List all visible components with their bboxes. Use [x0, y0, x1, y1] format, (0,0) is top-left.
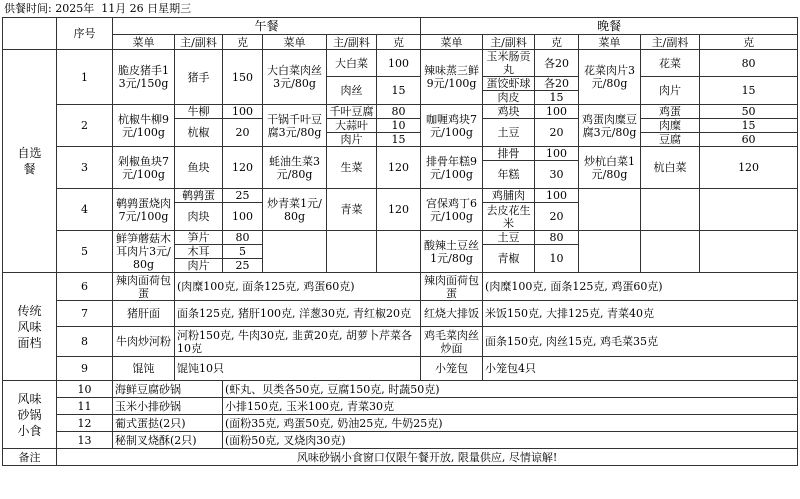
gram-cell	[377, 231, 421, 273]
ingredient-cell: 年糕	[483, 161, 535, 189]
gram-cell: 80	[377, 105, 421, 119]
lunch-dish-detail: 河粉150克, 牛肉30克, 韭黄20克, 胡萝卜芹菜各10克	[175, 327, 421, 357]
ingredient-cell: 木耳	[175, 245, 223, 259]
dish-name: 蚝油生菜3元/80g	[263, 147, 327, 189]
seq-header: 序号	[57, 18, 113, 50]
table-row	[3, 301, 798, 327]
table-row	[3, 415, 798, 432]
gram-cell: 100	[535, 189, 579, 203]
lunch-dish-name: 辣肉面荷包蛋	[113, 273, 175, 301]
dish-name	[263, 231, 327, 273]
ingredient-cell: 肉糜	[641, 119, 700, 133]
gram-cell: 100	[535, 105, 579, 119]
dish-name: 干锅千叶豆腐3元/80g	[263, 105, 327, 147]
table-row	[3, 327, 798, 357]
dish-name: 炒杭白菜1元/80g	[579, 147, 641, 189]
ingredient-cell: 花菜	[641, 50, 700, 77]
table-row	[3, 357, 798, 381]
gram-cell: 5	[223, 245, 263, 259]
ingredient-cell: 猪手	[175, 50, 223, 105]
ingredient-cell: 排骨	[483, 147, 535, 161]
row-number: 4	[57, 189, 113, 231]
row-number: 12	[57, 415, 113, 432]
row-number: 11	[57, 398, 113, 415]
dinner-dish-detail: 米饭150克, 大排125克, 青菜40克	[483, 301, 798, 327]
ingredient-cell	[641, 189, 700, 231]
gram-cell: 50	[700, 105, 798, 119]
gram-col-header: 克	[700, 35, 798, 50]
gram-cell: 10	[535, 245, 579, 273]
section-self-select: 自选餐	[3, 50, 57, 273]
dish-name: 咖喱鸡块7元/100g	[421, 105, 483, 147]
row-number: 8	[57, 327, 113, 357]
gram-cell: 80	[223, 231, 263, 245]
gram-cell: 20	[535, 203, 579, 231]
gram-cell: 120	[700, 147, 798, 189]
dish-name: 剁椒鱼块7元/100g	[113, 147, 175, 189]
dish-name: 鹌鹑蛋烧肉7元/100g	[113, 189, 175, 231]
dinner-dish-detail: 小笼包4只	[483, 357, 798, 381]
lunch-dish-name: 馄饨	[113, 357, 175, 381]
section-header-blank	[3, 18, 57, 50]
claypot-name: 海鲜豆腐砂锅	[113, 381, 223, 398]
gram-cell: 80	[535, 231, 579, 245]
dinner-dish-name: 鸡毛菜肉丝炒面	[421, 327, 483, 357]
gram-cell	[700, 189, 798, 231]
gram-cell: 15	[535, 91, 579, 105]
ingredient-cell: 肉片	[175, 259, 223, 273]
ingredient-cell: 杭白菜	[641, 147, 700, 189]
gram-cell: 15	[377, 133, 421, 147]
dinner-header: 晚餐	[421, 18, 798, 35]
ingredient-cell: 大蒜叶	[327, 119, 377, 133]
table-row	[3, 449, 798, 466]
row-number: 9	[57, 357, 113, 381]
ingredient-cell: 鸡脯肉	[483, 189, 535, 203]
dish-name	[579, 189, 641, 231]
dish-col-header: 菜单	[421, 35, 483, 50]
ingredient-cell: 鸡块	[483, 105, 535, 119]
gram-cell: 120	[223, 147, 263, 189]
row-number: 10	[57, 381, 113, 398]
gram-col-header: 克	[223, 35, 263, 50]
dish-col-header: 菜单	[263, 35, 327, 50]
row-number: 1	[57, 50, 113, 105]
lunch-dish-detail: (肉糜100克, 面条125克, 鸡蛋60克)	[175, 273, 421, 301]
gram-cell: 120	[377, 189, 421, 231]
dish-name: 炒青菜1元/80g	[263, 189, 327, 231]
ingredient-cell: 青菜	[327, 189, 377, 231]
lunch-dish-name: 牛肉炒河粉	[113, 327, 175, 357]
ingredient-cell: 肉皮	[483, 91, 535, 105]
claypot-name: 玉米小排砂锅	[113, 398, 223, 415]
lunch-dish-detail: 面条125克, 猪肝100克, 洋葱30克, 青红椒20克	[175, 301, 421, 327]
ingredient-cell: 肉丝	[327, 77, 377, 105]
dinner-dish-name: 小笼包	[421, 357, 483, 381]
dish-name: 辣味蒸三鲜9元/100g	[421, 50, 483, 105]
gram-cell: 20	[223, 119, 263, 147]
ingredient-col-header: 主/副料	[641, 35, 700, 50]
table-row	[3, 398, 798, 415]
lunch-dish-name: 猪肝面	[113, 301, 175, 327]
gram-cell: 15	[377, 77, 421, 105]
gram-cell: 各20	[535, 77, 579, 91]
gram-cell: 20	[535, 119, 579, 147]
ingredient-col-header: 主/副料	[327, 35, 377, 50]
ingredient-cell: 豆腐	[641, 133, 700, 147]
ingredient-cell: 去皮花生米	[483, 203, 535, 231]
dish-name: 大白菜肉丝3元/80g	[263, 50, 327, 105]
section-claypot: 风味砂锅小食	[3, 381, 57, 449]
ingredient-cell	[327, 231, 377, 273]
claypot-detail: (虾丸、贝类各50克, 豆腐150克, 时蔬50克)	[223, 381, 798, 398]
table-row	[3, 432, 798, 449]
dish-name: 花菜肉片3元/80g	[579, 50, 641, 105]
ingredient-cell: 鹌鹑蛋	[175, 189, 223, 203]
table-row	[3, 189, 798, 203]
dish-name: 鸡蛋肉糜豆腐3元/80g	[579, 105, 641, 147]
ingredient-cell: 鱼块	[175, 147, 223, 189]
gram-cell: 15	[700, 77, 798, 105]
table-row	[3, 147, 798, 161]
ingredient-col-header: 主/副料	[175, 35, 223, 50]
gram-cell	[700, 231, 798, 273]
lunch-dish-detail: 馄饨10只	[175, 357, 421, 381]
dish-col-header: 菜单	[113, 35, 175, 50]
gram-cell: 150	[223, 50, 263, 105]
dinner-dish-name: 红烧大排饭	[421, 301, 483, 327]
gram-cell: 100	[223, 105, 263, 119]
dish-name: 鲜笋蘑菇木耳肉片3元/80g	[113, 231, 175, 273]
claypot-name: 秘制叉烧酥(2只)	[113, 432, 223, 449]
ingredient-cell: 生菜	[327, 147, 377, 189]
remark-label: 备注	[3, 449, 57, 466]
ingredient-cell: 大白菜	[327, 50, 377, 77]
dish-name	[579, 231, 641, 273]
ingredient-cell: 土豆	[483, 231, 535, 245]
claypot-name: 葡式蛋挞(2只)	[113, 415, 223, 432]
ingredient-cell: 千叶豆腐	[327, 105, 377, 119]
row-number: 2	[57, 105, 113, 147]
lunch-header: 午餐	[113, 18, 421, 35]
table-row	[3, 105, 798, 119]
section-traditional: 传统风味面档	[3, 273, 57, 381]
gram-cell: 120	[377, 147, 421, 189]
table-row	[3, 381, 798, 398]
ingredient-cell: 青椒	[483, 245, 535, 273]
ingredient-cell: 肉块	[175, 203, 223, 231]
dish-name: 杭椒牛柳9元/100g	[113, 105, 175, 147]
gram-col-header: 克	[377, 35, 421, 50]
dinner-dish-detail: 面条150克, 肉丝15克, 鸡毛菜35克	[483, 327, 798, 357]
menu-table	[2, 17, 798, 466]
ingredient-cell: 土豆	[483, 119, 535, 147]
row-number: 3	[57, 147, 113, 189]
claypot-detail: 小排150克, 玉米100克, 青菜30克	[223, 398, 798, 415]
gram-cell: 60	[700, 133, 798, 147]
gram-cell: 100	[535, 147, 579, 161]
gram-cell: 各20	[535, 50, 579, 77]
row-number: 5	[57, 231, 113, 273]
row-number: 6	[57, 273, 113, 301]
ingredient-cell: 蛋饺虾球	[483, 77, 535, 91]
ingredient-cell: 肉片	[327, 133, 377, 147]
dinner-dish-detail: (肉糜100克, 面条125克, 鸡蛋60克)	[483, 273, 798, 301]
ingredient-cell: 玉米肠贡丸	[483, 50, 535, 77]
ingredient-cell: 笋片	[175, 231, 223, 245]
gram-cell: 100	[223, 203, 263, 231]
serving-date: 供餐时间: 2025年 11月 26 日星期三	[4, 2, 192, 15]
claypot-detail: (面粉50克, 叉烧肉30克)	[223, 432, 798, 449]
table-row	[3, 35, 798, 50]
ingredient-cell: 杭椒	[175, 119, 223, 147]
gram-cell: 25	[223, 189, 263, 203]
table-row	[3, 273, 798, 301]
ingredient-col-header: 主/副料	[483, 35, 535, 50]
ingredient-cell: 鸡蛋	[641, 105, 700, 119]
row-number: 13	[57, 432, 113, 449]
dinner-dish-name: 辣肉面荷包蛋	[421, 273, 483, 301]
dish-name: 酸辣土豆丝1元/80g	[421, 231, 483, 273]
ingredient-cell: 肉片	[641, 77, 700, 105]
gram-cell: 10	[377, 119, 421, 133]
dish-name: 排骨年糕9元/100g	[421, 147, 483, 189]
table-row	[3, 231, 798, 245]
gram-cell: 30	[535, 161, 579, 189]
gram-cell: 80	[700, 50, 798, 77]
claypot-detail: (面粉35克, 鸡蛋50克, 奶油25克, 牛奶25克)	[223, 415, 798, 432]
dish-name: 宫保鸡丁6元/100g	[421, 189, 483, 231]
remark-text: 风味砂锅小食窗口仅限午餐开放, 限量供应, 尽情谅解!	[57, 449, 798, 466]
gram-cell: 15	[700, 119, 798, 133]
gram-cell: 25	[223, 259, 263, 273]
ingredient-cell: 牛柳	[175, 105, 223, 119]
ingredient-cell	[641, 231, 700, 273]
row-number: 7	[57, 301, 113, 327]
table-row	[3, 18, 798, 35]
table-row	[3, 50, 798, 77]
gram-col-header: 克	[535, 35, 579, 50]
gram-cell: 100	[377, 50, 421, 77]
dish-name: 脆皮猪手13元/150g	[113, 50, 175, 105]
dish-col-header: 菜单	[579, 35, 641, 50]
